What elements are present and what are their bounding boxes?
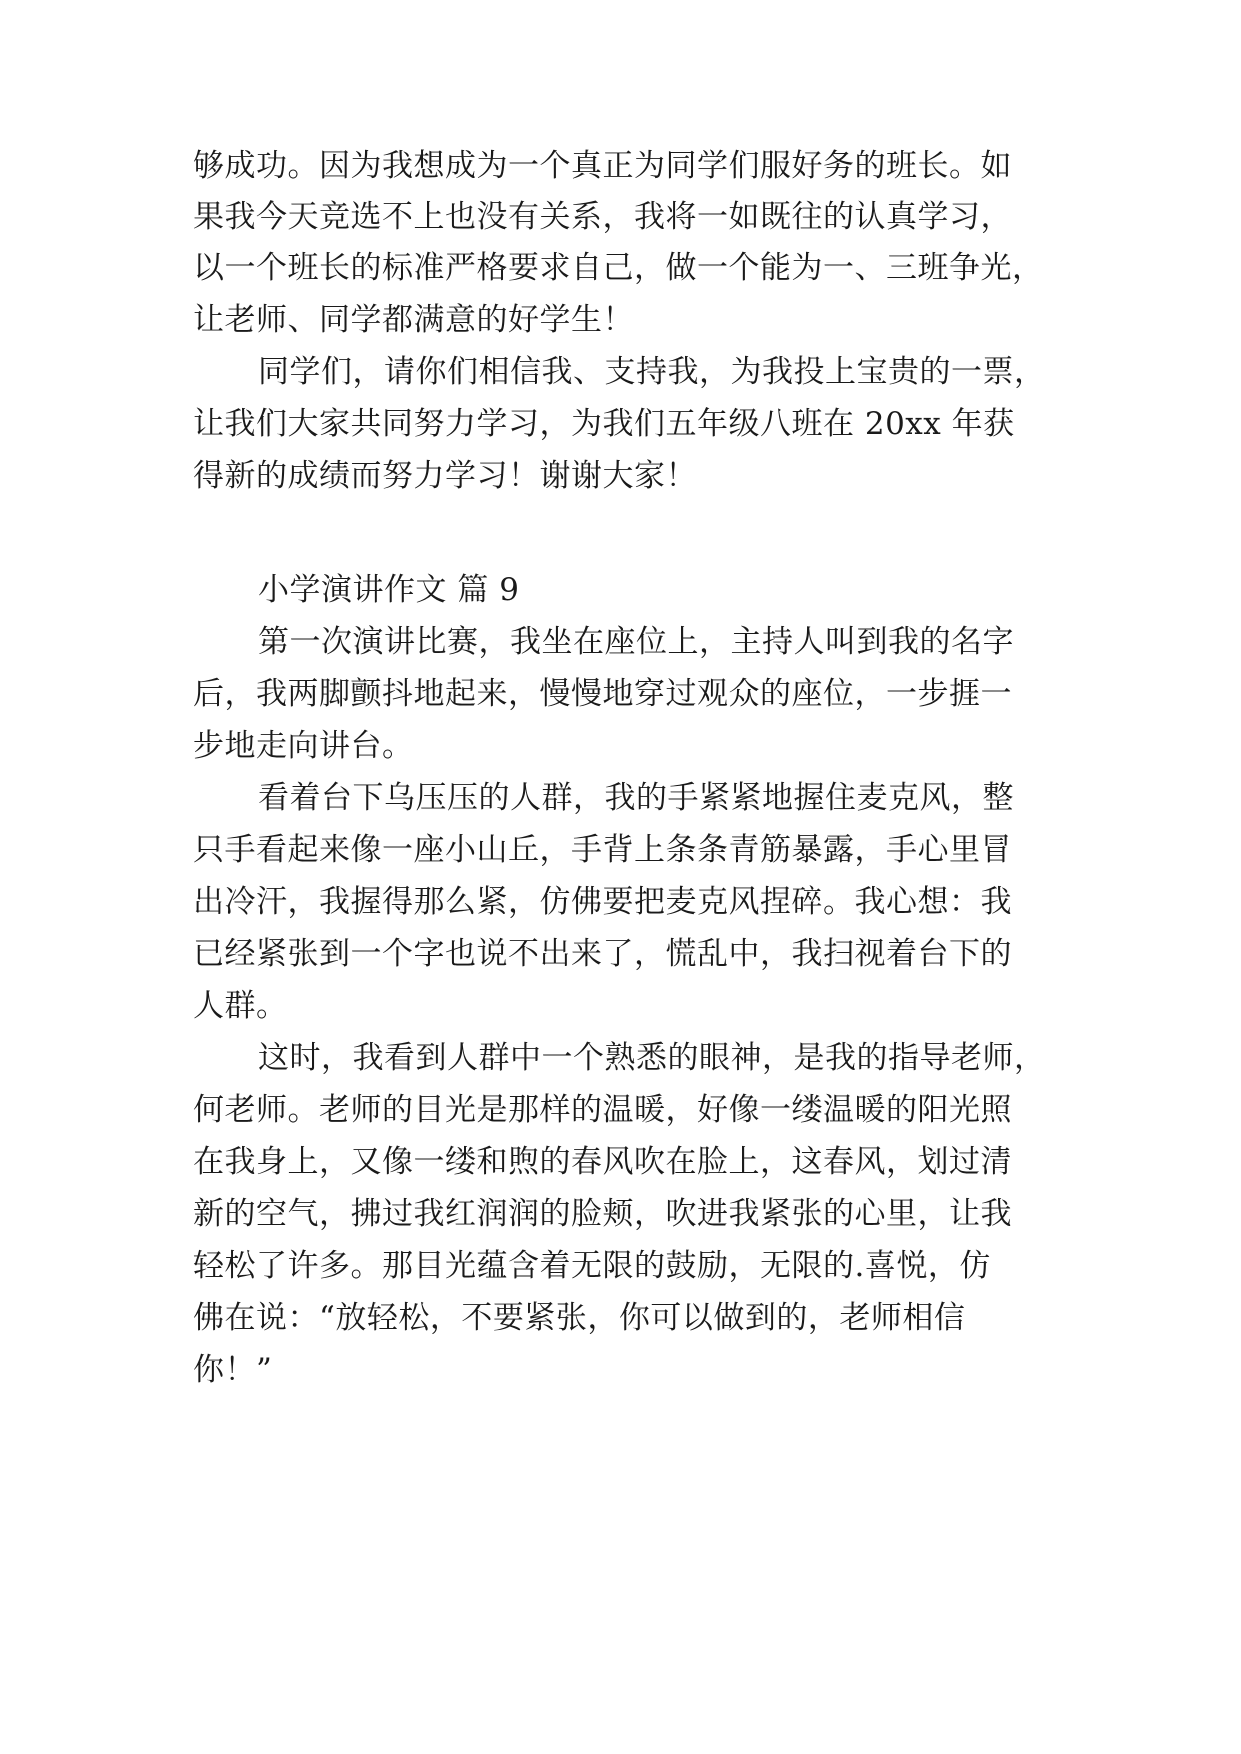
- paragraph-2-line-3: 得新的成绩而努力学习！谢谢大家！: [193, 458, 697, 494]
- paragraph-1-line-2: 果我今天竞选不上也没有关系，我将一如既往的认真学习，: [193, 199, 1012, 235]
- paragraph-3-line-1: 第一次演讲比赛，我坐在座位上，主持人叫到我的名字: [258, 624, 1014, 660]
- paragraph-5-line-3: 在我身上，又像一缕和煦的春风吹在脸上，这春风，划过清: [193, 1144, 1012, 1180]
- paragraph-1-line-3: 以一个班长的标准严格要求自己，做一个能为一、三班争光，: [193, 250, 1044, 286]
- paragraph-2-line-1: 同学们，请你们相信我、支持我，为我投上宝贵的一票，: [258, 354, 1046, 390]
- paragraph-5-line-7: 你！”: [193, 1352, 273, 1388]
- paragraph-1-line-1: 够成功。因为我想成为一个真正为同学们服好务的班长。如: [193, 148, 1012, 184]
- paragraph-4-line-1: 看着台下乌压压的人群，我的手紧紧地握住麦克风，整: [258, 780, 1014, 816]
- paragraph-1-line-4: 让老师、同学都满意的好学生！: [193, 302, 634, 338]
- paragraph-4-line-5: 人群。: [193, 988, 288, 1024]
- paragraph-3-line-2: 后，我两脚颤抖地起来，慢慢地穿过观众的座位，一步捱一: [193, 676, 1012, 712]
- paragraph-4-line-3: 出冷汗，我握得那么紧，仿佛要把麦克风捏碎。我心想：我: [193, 884, 1012, 920]
- paragraph-5-line-6: 佛在说：“放轻松，不要紧张，你可以做到的，老师相信: [193, 1300, 966, 1336]
- paragraph-5-line-4: 新的空气，拂过我红润润的脸颊，吹进我紧张的心里，让我: [193, 1196, 1012, 1232]
- paragraph-4-line-4: 已经紧张到一个字也说不出来了，慌乱中，我扫视着台下的: [193, 936, 1012, 972]
- paragraph-4-line-2: 只手看起来像一座小山丘，手背上条条青筋暴露，手心里冒: [193, 832, 1012, 868]
- paragraph-2-line-2: 让我们大家共同努力学习，为我们五年级八班在 20xx 年获: [193, 406, 1015, 442]
- paragraph-5-line-2: 何老师。老师的目光是那样的温暖，好像一缕温暖的阳光照: [193, 1092, 1012, 1128]
- paragraph-3-line-3: 步地走向讲台。: [193, 728, 414, 764]
- paragraph-5-line-1: 这时，我看到人群中一个熟悉的眼神，是我的指导老师，: [258, 1040, 1046, 1076]
- section-heading: 小学演讲作文 篇 9: [258, 572, 520, 608]
- paragraph-5-line-5: 轻松了许多。那目光蕴含着无限的鼓励，无限的.喜悦，仿: [193, 1248, 991, 1284]
